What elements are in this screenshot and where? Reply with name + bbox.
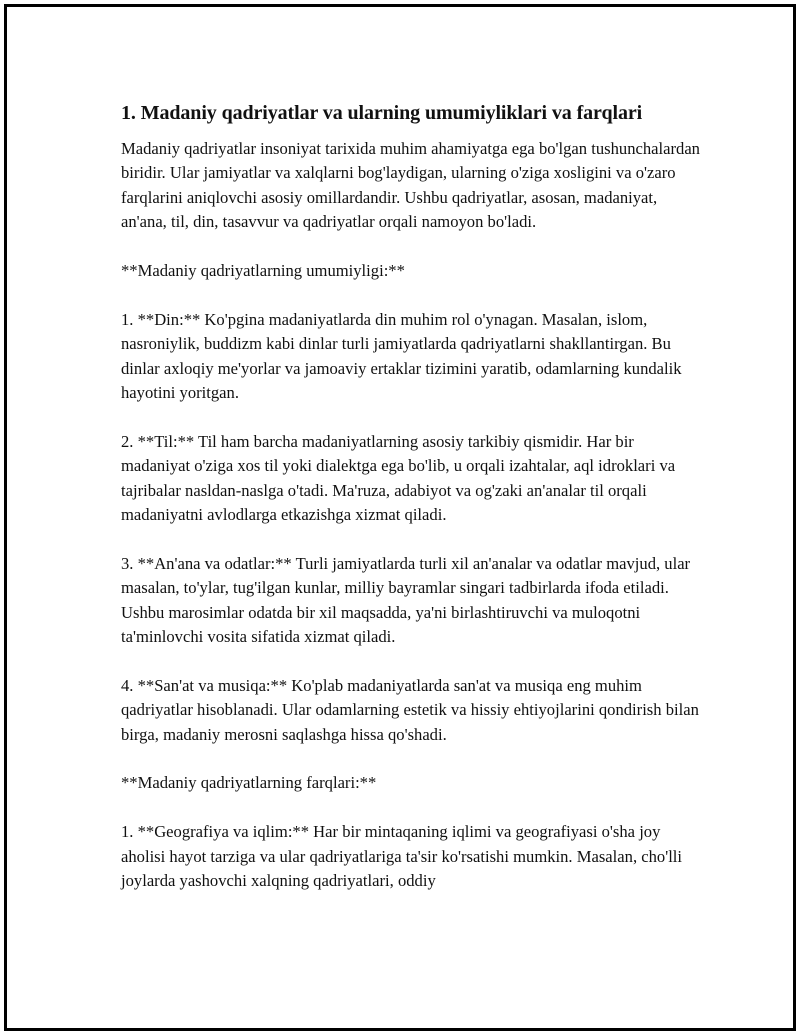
section-heading-differences: **Madaniy qadriyatlarning farqlari:** <box>121 773 377 793</box>
page-frame <box>4 4 796 1031</box>
section-heading-commonalities: **Madaniy qadriyatlarning umumiyligi:** <box>121 261 405 281</box>
document-title: 1. Madaniy qadriyatlar va ularning umumiyliklari va farqlari <box>121 102 643 124</box>
paragraph-geography: 1. **Geografiya va iqlim:** Har bir mintaqaning iqlimi va geografiyasi o'sha joy aholisi hayot tarziga va ular qadriyatlariga ta'sir ko'rsatishi mumkin. Masalan, cho'lli joylarda yashovchi xalqning qadriyatlari, oddiy <box>121 822 683 891</box>
paragraph-language: 2. **Til:** Til ham barcha madaniyatlarning asosiy tarkibiy qismidir. Har bir madaniyat o'ziga xos til yoki dialektga ega bo'lib, u orqali izahtalar, aql idroklari va tajribalar nasldan-naslga o'tadi. Ma'ruza, adabiyot va og'zaki an'analar til orqali madaniyatni avlodlarga etkazishga xizmat qiladi. <box>121 431 676 525</box>
paragraph-art-music: 4. **San'at va musiqa:** Ko'plab madaniyatlarda san'at va musiqa eng muhim qadriyatlar hisoblanadi. Ular odamlarning estetik va hissiy ehtiyojlarini qondirish bilan birga, madaniy merosni saqlashga hissa qo'shadi. <box>121 675 699 744</box>
paragraph-intro: Madaniy qadriyatlar insoniyat tarixida muhim ahamiyatga ega bo'lgan tushunchalardan biridir. Ular jamiyatlar va xalqlarni bog'laydigan, ularning o'ziga xosligini va o'zaro farqlarini aniqlovchi asosiy omillardandir. Ushbu qadriyatlar, asosan, madaniyat, an'ana, til, din, tasavvur va qadriyatlar orqali namoyon bo'ladi. <box>121 139 700 232</box>
document-body <box>121 99 706 893</box>
paragraph-religion: 1. **Din:** Ko'pgina madaniyatlarda din muhim rol o'ynagan. Masalan, islom, nasroniylik, buddizm kabi dinlar turli jamiyatlarda qadriyatlarni shakllantirgan. Bu dinlar axloqiy me'yorlar va jamoaviy ertaklar tizimini yaratib, odamlarning kundalik hayotini yoritgan. <box>121 309 682 403</box>
paragraph-traditions: 3. **An'ana va odatlar:** Turli jamiyatlarda turli xil an'analar va odatlar mavjud, ular masalan, to'ylar, tug'ilgan kunlar, milliy bayramlar singari tadbirlarda ifoda etiladi. Ushbu marosimlar odatda bir xil maqsadda, ya'ni birlashtiruvchi va muloqotni ta'minlovchi vosita sifatida xizmat qiladi. <box>121 553 691 647</box>
